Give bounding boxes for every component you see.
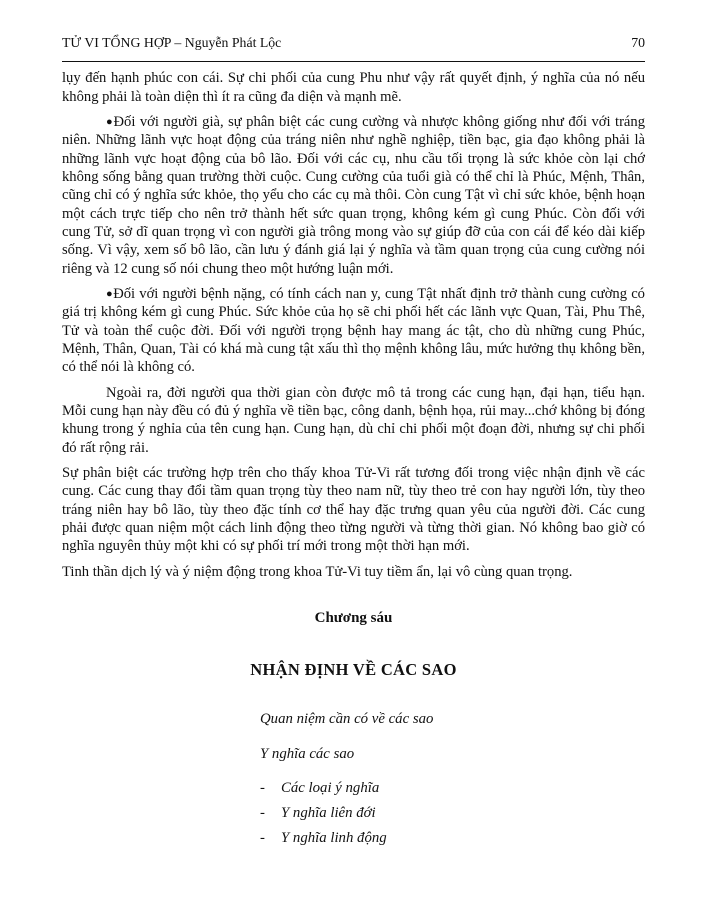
paragraph-text: Tinh thần dịch lý và ý niệm động trong khoa Tử-Vi tuy tiềm ẩn, lại vô cùng quan trọng. <box>62 563 573 580</box>
chapter-outline <box>260 707 645 851</box>
dash-icon: - <box>260 830 265 847</box>
paragraph-text: Ngoài ra, đời người qua thời gian còn được mô tả trong các cung hạn, đại hạn, tiểu hạn. Mỗi cung hạn này đều có đủ ý nghĩa về tiền bạc, công danh, bệnh họa, rủi may...chớ không bị đóng khung trong ý nghỉa của tên cung hạn. Cung hạn, dù chỉ chi phối một đoạn đời, nhưng sự chi phối đó rất rộng rải. <box>62 384 645 456</box>
outline-item-text: Y nghĩa linh động <box>281 830 387 847</box>
chapter-label: Chương sáu <box>314 610 393 627</box>
outline-item <box>260 776 645 801</box>
paragraph-text: lụy đến hạnh phúc con cái. Sự chi phối của cung Phu như vậy rất quyết định, ý nghĩa của nó nếu không phải là toàn diện thì ít ra cũng đa diện và mạnh mẽ. <box>62 70 645 105</box>
paragraph-life-periods <box>62 384 645 457</box>
running-title: TỬ VI TỔNG HỢP – Nguyễn Phát Lộc <box>62 35 282 50</box>
paragraph-text: Đối với người già, sự phân biệt các cung cường và nhược không giống như đối với tráng niên. Những lãnh vực hoạt động của tráng niên như nghề nghiệp, tiền bạc, gia đạo không phải là những lãnh vực hoạt động của bô lão. Đối với các cụ, nhu cầu tối trọng là sức khỏe còn lại chớ không sống bằng quan trường thời cuộc. Cung cường của tuổi già có thể chỉ là Phúc, Mệnh, Thân, cũng chỉ có ý nghĩa sức khỏe, thọ yểu cho các cụ mà thôi. Còn cung Tật vì chỉ sức khỏe, bệnh hoạn một cách trực tiếp cho nên trở thành hết sức quan trọng, không kém gì cung Phúc. Còn đối với cung Tử, sở dĩ quan trọng vì con người già trông mong vào sự giúp đỡ của con cái để kéo dài kiếp sống. Vì vậy, xem số bô lão, cần lưu ý đánh giá lại ý nghĩa và tầm quan trọng của cung cường nói riêng và 12 cung số nói chung theo một hướng luận mới. <box>62 113 645 277</box>
paragraph-relativity <box>62 464 645 556</box>
bullet-icon: ● <box>106 115 114 128</box>
body-text <box>62 69 645 581</box>
header-rule <box>62 61 645 62</box>
outline-item <box>260 801 645 826</box>
dash-icon: - <box>260 780 265 797</box>
paragraph-text: Đối với người bệnh nặng, có tính cách nan y, cung Tật nhất định trở thành cung cường có giá trị không kém gì cung Phúc. Sức khỏe của họ sẽ chi phối hết các lãnh vực Quan, Tài, Phu Thê, Tử và toàn thể cuộc đời. Đối với người trọng bệnh hay mang ác tật, cho dù những cung Phúc, Mệnh, Thân, Quan, Tài có khá mà cung tật xấu thì thọ mệnh không lâu, mức hưởng thụ không bền, có thể nói là không có. <box>62 286 645 376</box>
chapter-title: NHẬN ĐỊNH VỀ CÁC SAO <box>250 660 457 680</box>
outline-line: Quan niệm cần có về các sao <box>260 711 434 728</box>
paragraph-conclusion <box>62 563 645 581</box>
outline-line: Y nghĩa các sao <box>260 745 355 762</box>
bullet-icon: ● <box>106 288 114 301</box>
paragraph-illness <box>62 285 645 377</box>
dash-icon: - <box>260 805 265 822</box>
paragraph-text: Sự phân biệt các trường hợp trên cho thấy khoa Tử-Vi rất tương đối trong việc nhận định về các cung. Các cung thay đổi tầm quan trọng tùy theo nam nữ, tùy theo trẻ con hay người lớn, tùy theo tráng niên hay bô lão, tùy theo đặc tính cơ thể hay đặc trưng quan yêu của người đời. Các cung phải được quan niệm một cách linh động theo từng người và từng thời gian. Nó không bao giờ có nghĩa nguyên thủy một khi có sự phối trí mới trong một thời hạn mới. <box>62 465 645 555</box>
page-number: 70 <box>631 35 645 50</box>
paragraph-continuation <box>62 69 645 106</box>
outline-item-text: Y nghĩa liên đới <box>281 805 376 822</box>
paragraph-elderly <box>62 113 645 278</box>
outline-item <box>260 826 645 851</box>
outline-item-text: Các loại ý nghĩa <box>281 780 380 797</box>
page-header <box>62 34 645 51</box>
